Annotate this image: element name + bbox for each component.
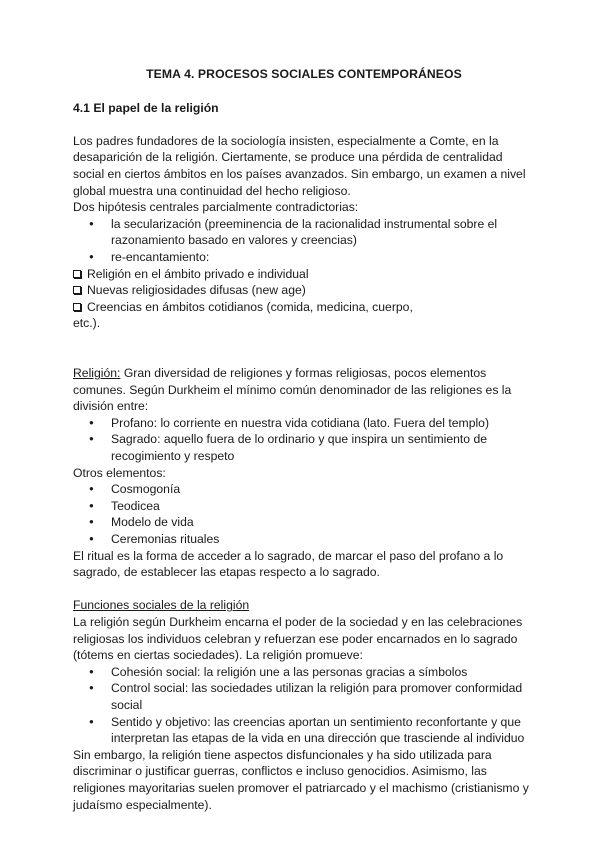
list-item: ● la secularización (preeminencia de la racionalidad instrumental sobre el razonamiento basado en valores y creencias)	[73, 216, 535, 249]
spacer	[73, 349, 535, 366]
religion-paragraph	[73, 365, 535, 415]
page-content	[73, 66, 535, 813]
list-item: ● Cohesión social: la religión une a las personas gracias a símbolos	[73, 664, 535, 681]
list-item: ● Control social: las sociedades utilizan la religión para promover conformidad social	[73, 680, 535, 713]
division-list	[73, 415, 535, 465]
list-item: ● Teodicea	[73, 498, 535, 515]
list-item: ● Sentido y objetivo: las creencias aportan un sentimiento reconfortante y que interpretan las etapas de la vida en una dirección que trasciende al individuo	[73, 714, 535, 747]
spacer	[73, 332, 535, 349]
list-item: ● Modelo de vida	[73, 514, 535, 531]
list-item: ● Sagrado: aquello fuera de lo ordinario y que inspira un sentimiento de recogimiento y respeto	[73, 431, 535, 464]
religion-label: Religión:	[73, 366, 121, 381]
ritual-paragraph: El ritual es la forma de acceder a lo sagrado, de marcar el paso del profano a lo sagrado, de establecer las etapas respecto a lo sagrado.	[73, 548, 504, 580]
list-item: Creencias en ámbitos cotidianos (comida, medicina, cuerpo,	[73, 299, 535, 316]
list-item: Nuevas religiosidades difusas (new age)	[73, 282, 535, 299]
others-list	[73, 481, 535, 547]
hypotheses-list	[73, 216, 535, 266]
reenchantment-list	[73, 266, 535, 316]
hypotheses-intro: Dos hipótesis centrales parcialmente contradictorias:	[73, 200, 359, 215]
checkbox-bullet-icon	[73, 286, 81, 294]
list-item: ● Cosmogonía	[73, 481, 535, 498]
others-label: Otros elementos:	[73, 465, 166, 480]
list-item: ● re-encantamiento:	[73, 249, 535, 266]
spacer	[73, 581, 535, 598]
intro-paragraph: Los padres fundadores de la sociología insisten, especialmente a Comte, en la desaparición de la religión. Ciertamente, se produce una pérdida de centralidad social en ciertos ámbitos en los países avanzados. Sin embargo, un examen a nivel global muestra una continuidad del hecho religioso.	[73, 133, 526, 198]
closing-paragraph: Sin embargo, la religión tiene aspectos disfuncionales y ha sido utilizada para discriminar o justificar guerras, conflictos e incluso genocidios. Asimismo, las religiones mayoritarias suelen promover el patriarcado y el machismo (cristianismo y judaísmo especialmente).	[73, 747, 529, 812]
list-item: ● Profano: lo corriente en nuestra vida cotidiana (lato. Fuera del templo)	[73, 415, 535, 432]
section-heading: 4.1 El papel de la religión	[73, 100, 219, 115]
functions-list	[73, 664, 535, 747]
list-item: Religión en el ámbito privado e individual	[73, 266, 535, 283]
checkbox-bullet-icon	[73, 303, 81, 311]
religion-text: Gran diversidad de religiones y formas religiosas, pocos elementos comunes. Según Durkheim el mínimo común denominador de las religiones es la división entre:	[73, 366, 512, 414]
functions-heading: Funciones sociales de la religión	[73, 598, 250, 613]
reenchantment-tail: etc.).	[73, 316, 101, 331]
page-title: TEMA 4. PROCESOS SOCIALES CONTEMPORÁNEOS	[146, 67, 462, 81]
checkbox-bullet-icon	[73, 270, 81, 278]
functions-intro: La religión según Durkheim encarna el poder de la sociedad y en las celebraciones religiosas los individuos celebran y refuerzan ese poder encarnados en lo sagrado (tótems en ciertas sociedades). La religión promueve:	[73, 615, 523, 663]
spacer	[73, 116, 535, 133]
list-item: ● Ceremonias rituales	[73, 531, 535, 548]
